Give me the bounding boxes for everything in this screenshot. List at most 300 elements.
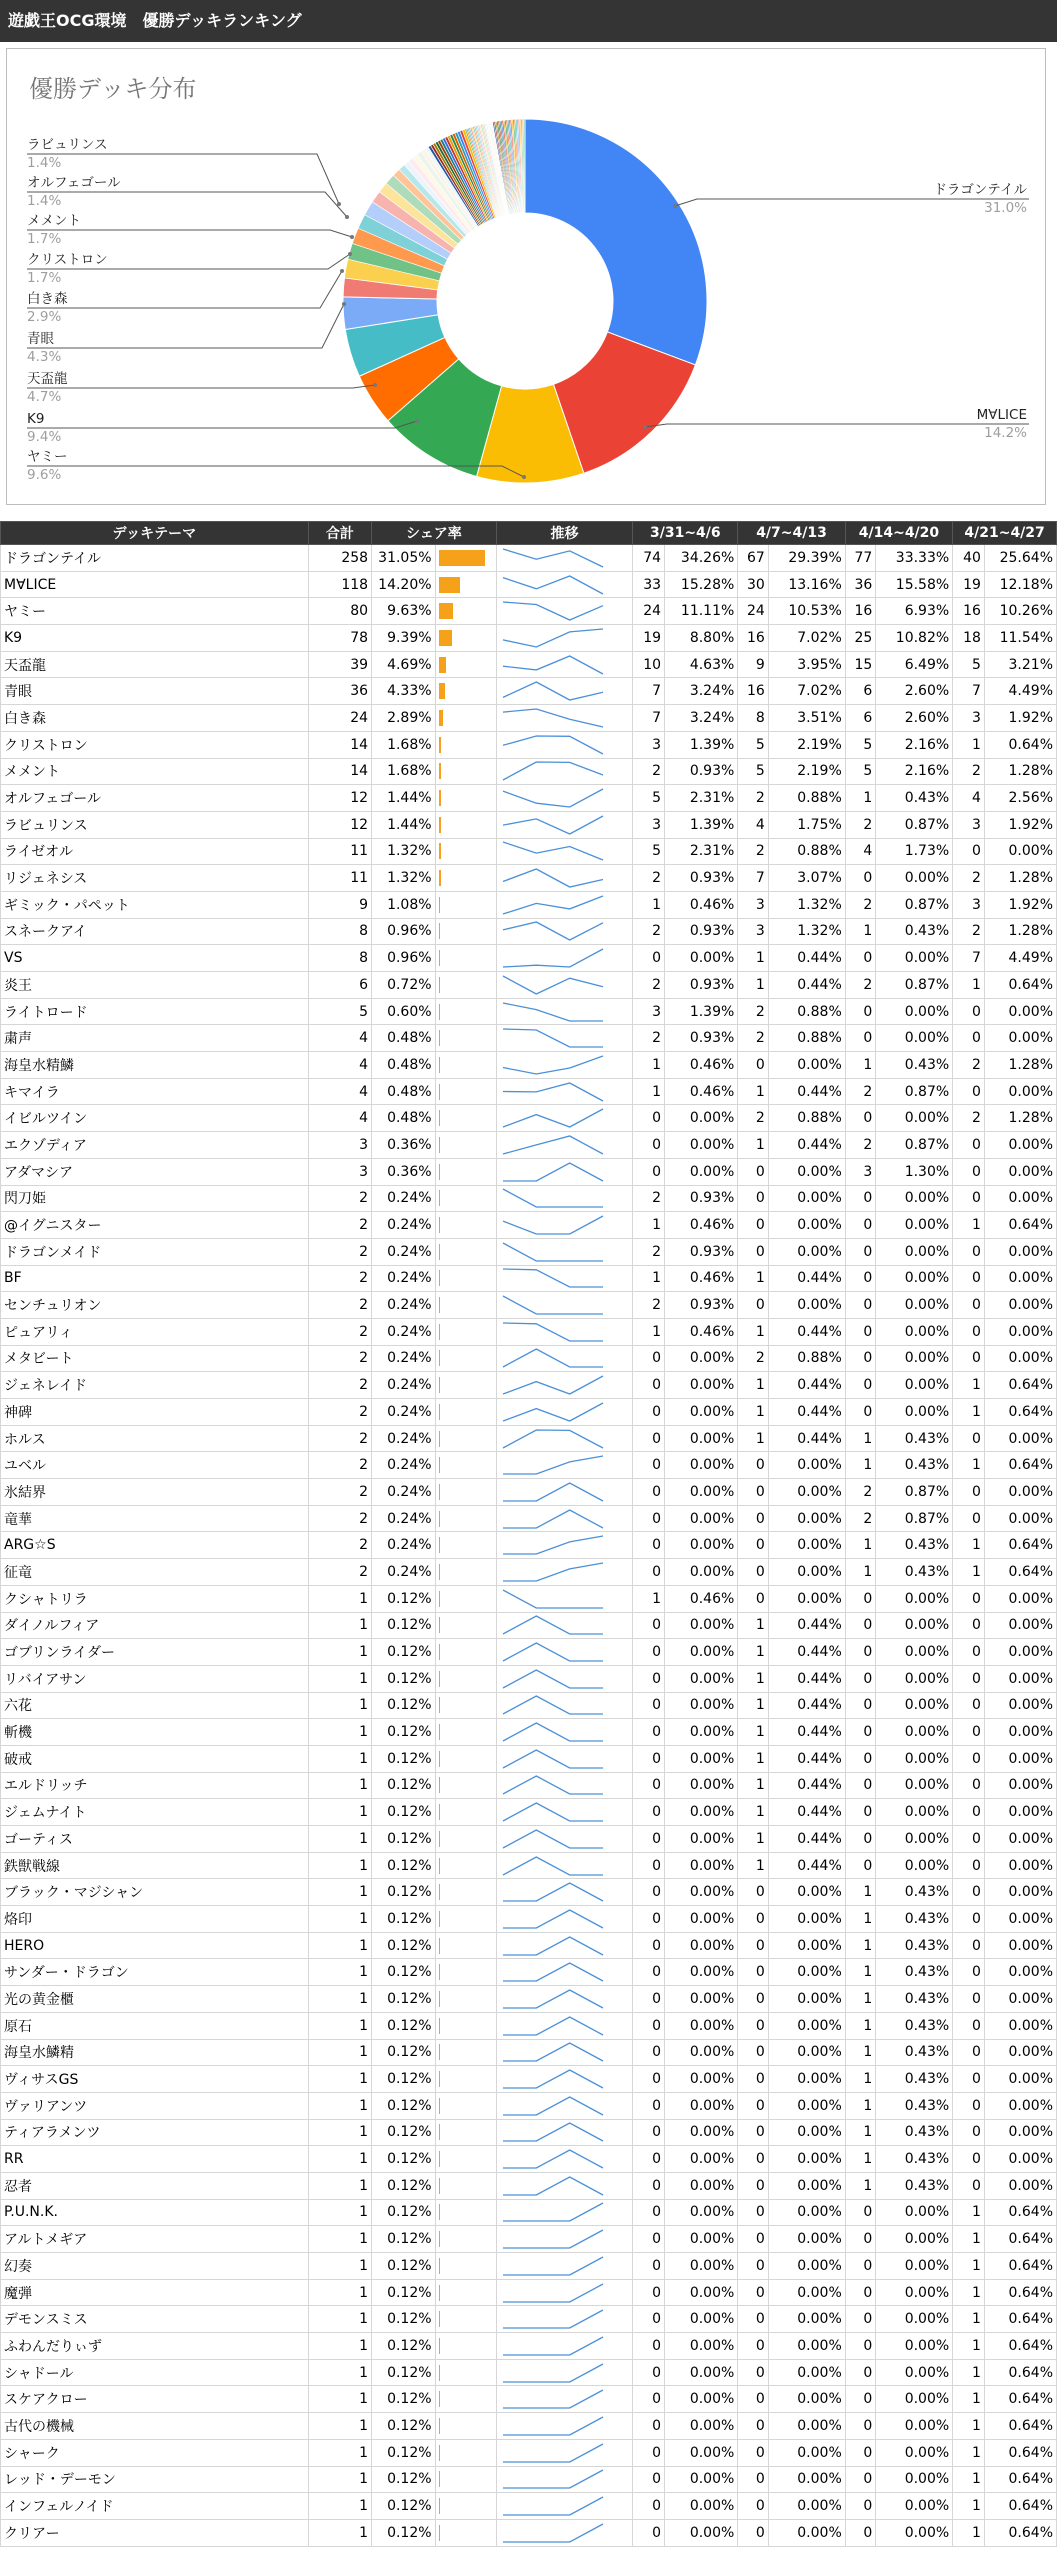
total-cell[interactable]: 1 (308, 1745, 371, 1772)
week-pct-cell[interactable]: 0.88% (768, 785, 845, 812)
week-pct-cell[interactable]: 0.43% (876, 2119, 953, 2146)
table-row[interactable] (1, 1852, 1057, 1879)
week-pct-cell[interactable]: 0.00% (665, 2519, 738, 2546)
table-row[interactable] (1, 625, 1057, 652)
week-pct-cell[interactable]: 0.88% (768, 1025, 845, 1052)
deck-name-cell[interactable]: ふわんだりぃず (1, 2333, 309, 2360)
total-cell[interactable]: 1 (308, 1719, 371, 1746)
week-pct-cell[interactable]: 0.00% (984, 1345, 1056, 1372)
deck-name-cell[interactable]: 破戒 (1, 1745, 309, 1772)
week-pct-cell[interactable]: 0.00% (984, 1238, 1056, 1265)
week-count-cell[interactable]: 1 (845, 2066, 876, 2093)
deck-name-cell[interactable]: デモンスミス (1, 2306, 309, 2333)
week-count-cell[interactable]: 0 (953, 1852, 985, 1879)
table-row[interactable] (1, 918, 1057, 945)
week-count-cell[interactable]: 0 (738, 2199, 769, 2226)
table-row[interactable] (1, 651, 1057, 678)
week-count-cell[interactable]: 67 (738, 545, 769, 572)
share-cell[interactable]: 0.24% (372, 1479, 435, 1506)
trend-sparkline-cell[interactable] (496, 811, 633, 838)
total-cell[interactable]: 12 (308, 785, 371, 812)
table-row[interactable] (1, 2519, 1057, 2546)
deck-name-cell[interactable]: 魔弾 (1, 2279, 309, 2306)
week-pct-cell[interactable]: 0.00% (984, 2172, 1056, 2199)
week-pct-cell[interactable]: 6.93% (876, 598, 953, 625)
week-pct-cell[interactable]: 0.64% (984, 731, 1056, 758)
week-pct-cell[interactable]: 0.00% (876, 1852, 953, 1879)
total-cell[interactable]: 11 (308, 865, 371, 892)
total-cell[interactable]: 80 (308, 598, 371, 625)
share-cell[interactable]: 0.24% (372, 1265, 435, 1292)
trend-sparkline-cell[interactable] (496, 1399, 633, 1426)
week-pct-cell[interactable]: 0.00% (876, 2279, 953, 2306)
week-pct-cell[interactable]: 0.88% (768, 1105, 845, 1132)
share-cell[interactable]: 1.08% (372, 891, 435, 918)
week-count-cell[interactable]: 0 (953, 2092, 985, 2119)
trend-sparkline-cell[interactable] (496, 2306, 633, 2333)
week-count-cell[interactable]: 0 (633, 1772, 665, 1799)
trend-sparkline-cell[interactable] (496, 2012, 633, 2039)
trend-sparkline-cell[interactable] (496, 598, 633, 625)
table-row[interactable] (1, 1399, 1057, 1426)
trend-sparkline-cell[interactable] (496, 1212, 633, 1239)
total-cell[interactable]: 4 (308, 1052, 371, 1079)
week-pct-cell[interactable]: 0.00% (984, 1639, 1056, 1666)
week-count-cell[interactable]: 0 (738, 1559, 769, 1586)
week-count-cell[interactable]: 0 (953, 1425, 985, 1452)
week-pct-cell[interactable]: 0.46% (665, 1078, 738, 1105)
week-pct-cell[interactable]: 0.00% (876, 2466, 953, 2493)
week-pct-cell[interactable]: 0.00% (876, 1772, 953, 1799)
week-count-cell[interactable]: 0 (738, 2146, 769, 2173)
week-count-cell[interactable]: 0 (953, 1025, 985, 1052)
week-count-cell[interactable]: 0 (953, 2039, 985, 2066)
header-deck-theme[interactable]: デッキテーマ (1, 522, 309, 545)
trend-sparkline-cell[interactable] (496, 2066, 633, 2093)
table-row[interactable] (1, 1052, 1057, 1079)
share-bar-cell[interactable] (435, 865, 496, 892)
share-bar-cell[interactable] (435, 1399, 496, 1426)
week-count-cell[interactable]: 0 (953, 1132, 985, 1159)
deck-name-cell[interactable]: 竜華 (1, 1505, 309, 1532)
week-pct-cell[interactable]: 3.95% (768, 651, 845, 678)
share-cell[interactable]: 2.89% (372, 705, 435, 732)
share-cell[interactable]: 14.20% (372, 571, 435, 598)
week-count-cell[interactable]: 0 (633, 1479, 665, 1506)
week-pct-cell[interactable]: 0.00% (984, 2119, 1056, 2146)
week-count-cell[interactable]: 0 (738, 1959, 769, 1986)
share-bar-cell[interactable] (435, 2119, 496, 2146)
week-pct-cell[interactable]: 0.43% (876, 1932, 953, 1959)
deck-name-cell[interactable]: 青眼 (1, 678, 309, 705)
share-bar-cell[interactable] (435, 651, 496, 678)
week-count-cell[interactable]: 0 (633, 1399, 665, 1426)
week-pct-cell[interactable]: 1.39% (665, 811, 738, 838)
deck-name-cell[interactable]: クリストロン (1, 731, 309, 758)
deck-name-cell[interactable]: 海皇水鱗精 (1, 2039, 309, 2066)
share-bar-cell[interactable] (435, 571, 496, 598)
week-count-cell[interactable]: 1 (953, 972, 985, 999)
week-count-cell[interactable]: 1 (633, 1265, 665, 1292)
week-pct-cell[interactable]: 0.00% (665, 1532, 738, 1559)
week-pct-cell[interactable]: 0.88% (768, 1345, 845, 1372)
share-bar-cell[interactable] (435, 1532, 496, 1559)
trend-sparkline-cell[interactable] (496, 1265, 633, 1292)
week-count-cell[interactable]: 0 (633, 1345, 665, 1372)
deck-name-cell[interactable]: ライゼオル (1, 838, 309, 865)
week-pct-cell[interactable]: 0.00% (665, 1745, 738, 1772)
table-row[interactable] (1, 811, 1057, 838)
deck-name-cell[interactable]: 天盃龍 (1, 651, 309, 678)
week-count-cell[interactable]: 0 (845, 1639, 876, 1666)
week-count-cell[interactable]: 1 (738, 1132, 769, 1159)
week-pct-cell[interactable]: 0.00% (665, 1479, 738, 1506)
table-row[interactable] (1, 2413, 1057, 2440)
table-row[interactable] (1, 972, 1057, 999)
share-cell[interactable]: 0.12% (372, 1986, 435, 2013)
week-pct-cell[interactable]: 0.44% (768, 1399, 845, 1426)
week-pct-cell[interactable]: 0.00% (876, 945, 953, 972)
week-pct-cell[interactable]: 0.43% (876, 1879, 953, 1906)
week-pct-cell[interactable]: 7.02% (768, 625, 845, 652)
trend-sparkline-cell[interactable] (496, 2439, 633, 2466)
week-pct-cell[interactable]: 0.00% (768, 2359, 845, 2386)
week-count-cell[interactable]: 0 (738, 2386, 769, 2413)
deck-name-cell[interactable]: ヴィサスGS (1, 2066, 309, 2093)
week-pct-cell[interactable]: 0.00% (665, 1452, 738, 1479)
week-pct-cell[interactable]: 0.44% (768, 1719, 845, 1746)
week-pct-cell[interactable]: 0.00% (984, 1852, 1056, 1879)
deck-name-cell[interactable]: ドラゴンメイド (1, 1238, 309, 1265)
share-bar-cell[interactable] (435, 1719, 496, 1746)
week-count-cell[interactable]: 0 (633, 1505, 665, 1532)
trend-sparkline-cell[interactable] (496, 918, 633, 945)
week-count-cell[interactable]: 0 (633, 2226, 665, 2253)
week-pct-cell[interactable]: 0.00% (876, 2253, 953, 2280)
trend-sparkline-cell[interactable] (496, 2199, 633, 2226)
week-pct-cell[interactable]: 0.00% (768, 2066, 845, 2093)
week-pct-cell[interactable]: 0.00% (768, 2199, 845, 2226)
total-cell[interactable]: 3 (308, 1132, 371, 1159)
week-count-cell[interactable]: 0 (633, 945, 665, 972)
header-week-4[interactable]: 4/21~4/27 (953, 522, 1057, 545)
share-bar-cell[interactable] (435, 1585, 496, 1612)
week-count-cell[interactable]: 7 (953, 678, 985, 705)
week-pct-cell[interactable]: 0.00% (768, 1932, 845, 1959)
week-pct-cell[interactable]: 0.00% (665, 1879, 738, 1906)
deck-name-cell[interactable]: ブラック・マジシャン (1, 1879, 309, 1906)
week-pct-cell[interactable]: 0.00% (768, 2092, 845, 2119)
share-cell[interactable]: 0.12% (372, 1745, 435, 1772)
table-row[interactable] (1, 998, 1057, 1025)
week-count-cell[interactable]: 0 (633, 1906, 665, 1933)
share-bar-cell[interactable] (435, 1826, 496, 1853)
week-pct-cell[interactable]: 0.00% (876, 2359, 953, 2386)
share-bar-cell[interactable] (435, 2146, 496, 2173)
table-row[interactable] (1, 1692, 1057, 1719)
deck-name-cell[interactable]: ゴーティス (1, 1826, 309, 1853)
week-pct-cell[interactable]: 0.00% (665, 2146, 738, 2173)
week-count-cell[interactable]: 4 (845, 838, 876, 865)
table-row[interactable] (1, 1505, 1057, 1532)
share-cell[interactable]: 0.12% (372, 1692, 435, 1719)
week-count-cell[interactable]: 0 (633, 1158, 665, 1185)
table-row[interactable] (1, 1345, 1057, 1372)
week-pct-cell[interactable]: 0.93% (665, 1025, 738, 1052)
trend-sparkline-cell[interactable] (496, 705, 633, 732)
share-bar-cell[interactable] (435, 918, 496, 945)
week-count-cell[interactable]: 1 (953, 2519, 985, 2546)
share-cell[interactable]: 0.12% (372, 2172, 435, 2199)
week-pct-cell[interactable]: 0.93% (665, 1238, 738, 1265)
table-row[interactable] (1, 1318, 1057, 1345)
total-cell[interactable]: 1 (308, 1906, 371, 1933)
share-bar-cell[interactable] (435, 1265, 496, 1292)
deck-name-cell[interactable]: イビルツイン (1, 1105, 309, 1132)
total-cell[interactable]: 36 (308, 678, 371, 705)
week-count-cell[interactable]: 0 (633, 2146, 665, 2173)
total-cell[interactable]: 258 (308, 545, 371, 572)
deck-name-cell[interactable]: 原石 (1, 2012, 309, 2039)
week-count-cell[interactable]: 36 (845, 571, 876, 598)
week-pct-cell[interactable]: 0.00% (984, 1932, 1056, 1959)
trend-sparkline-cell[interactable] (496, 838, 633, 865)
week-pct-cell[interactable]: 0.00% (984, 1425, 1056, 1452)
week-pct-cell[interactable]: 0.00% (984, 1772, 1056, 1799)
share-bar-cell[interactable] (435, 2413, 496, 2440)
table-row[interactable] (1, 1959, 1057, 1986)
week-pct-cell[interactable]: 0.44% (768, 1318, 845, 1345)
week-pct-cell[interactable]: 0.00% (876, 998, 953, 1025)
trend-sparkline-cell[interactable] (496, 1105, 633, 1132)
deck-name-cell[interactable]: VS (1, 945, 309, 972)
deck-name-cell[interactable]: K9 (1, 625, 309, 652)
trend-sparkline-cell[interactable] (496, 2359, 633, 2386)
week-count-cell[interactable]: 1 (633, 1212, 665, 1239)
trend-sparkline-cell[interactable] (496, 1932, 633, 1959)
total-cell[interactable]: 1 (308, 2519, 371, 2546)
week-count-cell[interactable]: 5 (633, 838, 665, 865)
trend-sparkline-cell[interactable] (496, 1052, 633, 1079)
share-bar-cell[interactable] (435, 2386, 496, 2413)
table-row[interactable] (1, 1986, 1057, 2013)
week-pct-cell[interactable]: 0.88% (768, 838, 845, 865)
week-count-cell[interactable]: 1 (953, 1212, 985, 1239)
week-count-cell[interactable]: 0 (953, 1692, 985, 1719)
total-cell[interactable]: 1 (308, 1799, 371, 1826)
week-count-cell[interactable]: 2 (633, 972, 665, 999)
deck-name-cell[interactable]: シャドール (1, 2359, 309, 2386)
total-cell[interactable]: 24 (308, 705, 371, 732)
week-count-cell[interactable]: 3 (633, 998, 665, 1025)
week-count-cell[interactable]: 0 (633, 2333, 665, 2360)
week-count-cell[interactable]: 2 (845, 1505, 876, 1532)
trend-sparkline-cell[interactable] (496, 998, 633, 1025)
share-bar-cell[interactable] (435, 598, 496, 625)
week-count-cell[interactable]: 0 (845, 865, 876, 892)
trend-sparkline-cell[interactable] (496, 2519, 633, 2546)
week-count-cell[interactable]: 0 (953, 1158, 985, 1185)
deck-name-cell[interactable]: 粛声 (1, 1025, 309, 1052)
share-bar-cell[interactable] (435, 1559, 496, 1586)
week-count-cell[interactable]: 0 (953, 1959, 985, 1986)
week-pct-cell[interactable]: 0.00% (665, 1719, 738, 1746)
week-pct-cell[interactable]: 0.00% (665, 1399, 738, 1426)
share-cell[interactable]: 0.24% (372, 1292, 435, 1319)
share-cell[interactable]: 0.24% (372, 1399, 435, 1426)
table-row[interactable] (1, 1452, 1057, 1479)
week-count-cell[interactable]: 0 (633, 1425, 665, 1452)
week-pct-cell[interactable]: 1.92% (984, 705, 1056, 732)
total-cell[interactable]: 1 (308, 1932, 371, 1959)
trend-sparkline-cell[interactable] (496, 1585, 633, 1612)
week-count-cell[interactable]: 30 (738, 571, 769, 598)
week-pct-cell[interactable]: 0.88% (768, 998, 845, 1025)
week-pct-cell[interactable]: 0.00% (984, 1158, 1056, 1185)
week-count-cell[interactable]: 0 (738, 1238, 769, 1265)
week-pct-cell[interactable]: 0.64% (984, 1399, 1056, 1426)
deck-name-cell[interactable]: 征竜 (1, 1559, 309, 1586)
week-pct-cell[interactable]: 0.87% (876, 1132, 953, 1159)
share-cell[interactable]: 0.36% (372, 1132, 435, 1159)
week-pct-cell[interactable]: 0.00% (876, 1265, 953, 1292)
week-pct-cell[interactable]: 0.64% (984, 2386, 1056, 2413)
week-count-cell[interactable]: 0 (633, 2199, 665, 2226)
trend-sparkline-cell[interactable] (496, 1158, 633, 1185)
trend-sparkline-cell[interactable] (496, 1745, 633, 1772)
share-cell[interactable]: 0.12% (372, 2119, 435, 2146)
week-count-cell[interactable]: 1 (738, 1425, 769, 1452)
week-count-cell[interactable]: 2 (633, 758, 665, 785)
week-count-cell[interactable]: 0 (953, 2172, 985, 2199)
week-pct-cell[interactable]: 0.00% (984, 1585, 1056, 1612)
week-pct-cell[interactable]: 0.00% (665, 2253, 738, 2280)
table-row[interactable] (1, 1425, 1057, 1452)
week-pct-cell[interactable]: 0.00% (665, 1372, 738, 1399)
week-count-cell[interactable]: 0 (953, 1505, 985, 1532)
week-pct-cell[interactable]: 34.26% (665, 545, 738, 572)
week-count-cell[interactable]: 1 (633, 1585, 665, 1612)
share-cell[interactable]: 4.33% (372, 678, 435, 705)
deck-name-cell[interactable]: 海皇水精鱗 (1, 1052, 309, 1079)
table-row[interactable] (1, 2386, 1057, 2413)
trend-sparkline-cell[interactable] (496, 1318, 633, 1345)
share-bar-cell[interactable] (435, 1052, 496, 1079)
share-bar-cell[interactable] (435, 1479, 496, 1506)
week-count-cell[interactable]: 1 (845, 1559, 876, 1586)
share-bar-cell[interactable] (435, 1078, 496, 1105)
share-cell[interactable]: 0.24% (372, 1505, 435, 1532)
week-count-cell[interactable]: 1 (845, 1425, 876, 1452)
trend-sparkline-cell[interactable] (496, 1479, 633, 1506)
week-pct-cell[interactable]: 4.49% (984, 945, 1056, 972)
week-count-cell[interactable]: 0 (845, 1345, 876, 1372)
table-row[interactable] (1, 1212, 1057, 1239)
week-pct-cell[interactable]: 0.64% (984, 1372, 1056, 1399)
total-cell[interactable]: 1 (308, 2066, 371, 2093)
week-count-cell[interactable]: 0 (845, 1799, 876, 1826)
week-pct-cell[interactable]: 0.64% (984, 2413, 1056, 2440)
week-count-cell[interactable]: 0 (633, 2066, 665, 2093)
week-count-cell[interactable]: 0 (953, 1585, 985, 1612)
share-bar-cell[interactable] (435, 2439, 496, 2466)
week-count-cell[interactable]: 2 (738, 785, 769, 812)
deck-name-cell[interactable]: P.U.N.K. (1, 2199, 309, 2226)
week-pct-cell[interactable]: 0.64% (984, 2306, 1056, 2333)
week-pct-cell[interactable]: 0.00% (665, 2172, 738, 2199)
total-cell[interactable]: 1 (308, 2333, 371, 2360)
week-count-cell[interactable]: 16 (738, 678, 769, 705)
share-bar-cell[interactable] (435, 1105, 496, 1132)
trend-sparkline-cell[interactable] (496, 1292, 633, 1319)
week-count-cell[interactable]: 0 (953, 1185, 985, 1212)
week-count-cell[interactable]: 0 (953, 1719, 985, 1746)
table-row[interactable] (1, 1772, 1057, 1799)
share-cell[interactable]: 0.48% (372, 1052, 435, 1079)
week-pct-cell[interactable]: 0.00% (768, 1532, 845, 1559)
week-pct-cell[interactable]: 15.28% (665, 571, 738, 598)
week-pct-cell[interactable]: 0.00% (876, 1025, 953, 1052)
table-row[interactable] (1, 1639, 1057, 1666)
header-week-2[interactable]: 4/7~4/13 (738, 522, 845, 545)
week-count-cell[interactable]: 3 (953, 705, 985, 732)
share-cell[interactable]: 9.39% (372, 625, 435, 652)
week-count-cell[interactable]: 0 (953, 1238, 985, 1265)
week-count-cell[interactable]: 1 (633, 1318, 665, 1345)
share-bar-cell[interactable] (435, 1745, 496, 1772)
week-pct-cell[interactable]: 0.44% (768, 1745, 845, 1772)
week-count-cell[interactable]: 0 (738, 2012, 769, 2039)
pie-chart-panel[interactable] (6, 48, 1046, 505)
week-pct-cell[interactable]: 0.43% (876, 2172, 953, 2199)
trend-sparkline-cell[interactable] (496, 731, 633, 758)
share-bar-cell[interactable] (435, 1372, 496, 1399)
week-count-cell[interactable]: 1 (738, 1799, 769, 1826)
week-pct-cell[interactable]: 0.00% (984, 2092, 1056, 2119)
trend-sparkline-cell[interactable] (496, 2226, 633, 2253)
trend-sparkline-cell[interactable] (496, 1185, 633, 1212)
week-pct-cell[interactable]: 0.64% (984, 2519, 1056, 2546)
week-count-cell[interactable]: 4 (953, 785, 985, 812)
week-pct-cell[interactable]: 10.26% (984, 598, 1056, 625)
deck-name-cell[interactable]: エルドリッチ (1, 1772, 309, 1799)
week-pct-cell[interactable]: 0.00% (876, 1292, 953, 1319)
week-count-cell[interactable]: 0 (953, 1986, 985, 2013)
total-cell[interactable]: 1 (308, 1826, 371, 1853)
week-count-cell[interactable]: 1 (953, 1559, 985, 1586)
share-bar-cell[interactable] (435, 758, 496, 785)
table-row[interactable] (1, 2012, 1057, 2039)
week-count-cell[interactable]: 10 (633, 651, 665, 678)
week-count-cell[interactable]: 0 (633, 2466, 665, 2493)
week-count-cell[interactable]: 0 (738, 1479, 769, 1506)
deck-name-cell[interactable]: 六花 (1, 1692, 309, 1719)
week-pct-cell[interactable]: 0.44% (768, 1612, 845, 1639)
week-count-cell[interactable]: 2 (633, 1025, 665, 1052)
share-bar-cell[interactable] (435, 1612, 496, 1639)
trend-sparkline-cell[interactable] (496, 2279, 633, 2306)
week-pct-cell[interactable]: 0.44% (768, 972, 845, 999)
week-count-cell[interactable]: 0 (633, 2092, 665, 2119)
deck-name-cell[interactable]: 古代の機械 (1, 2413, 309, 2440)
week-pct-cell[interactable]: 2.60% (876, 705, 953, 732)
week-pct-cell[interactable]: 0.00% (984, 2039, 1056, 2066)
table-row[interactable] (1, 1665, 1057, 1692)
week-pct-cell[interactable]: 0.00% (984, 2012, 1056, 2039)
trend-sparkline-cell[interactable] (496, 1238, 633, 1265)
week-count-cell[interactable]: 0 (845, 2359, 876, 2386)
share-cell[interactable]: 0.12% (372, 1932, 435, 1959)
